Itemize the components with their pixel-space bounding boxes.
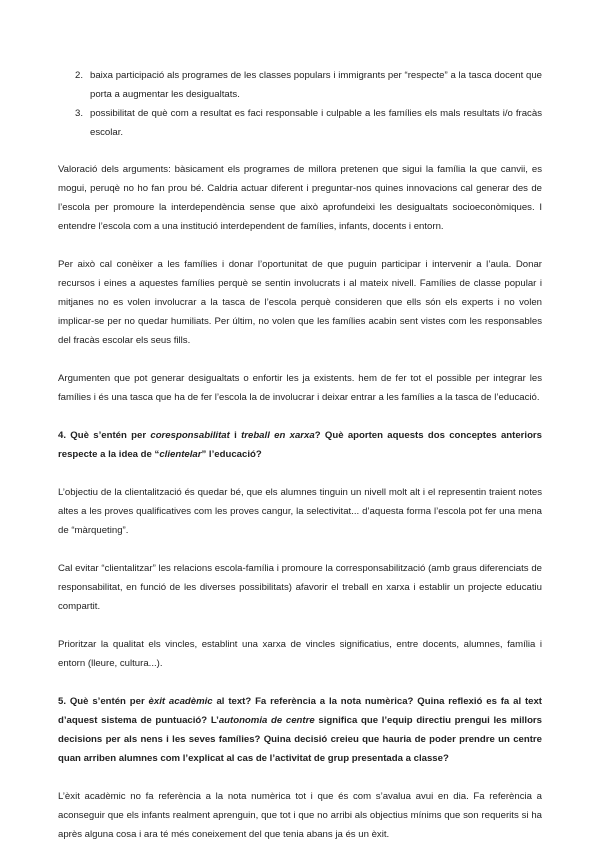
list-text: baixa participació als programes de les classes populars i immigrants per “respecte” a la tasca docent que porta a augmentar les desigualtats. <box>90 70 542 100</box>
paragraph-vincles: Prioritzar la qualitat els vincles, establint una xarxa de vincles significatius, entre docents, alumnes, família i entorn (lleure, cultura...). <box>58 639 542 669</box>
document-page <box>58 66 542 863</box>
paragraph-corresponsabilitzacio: Cal evitar “clientalitzar” les relacions escola-família i promoure la corresponsabilització (amb graus diferenciats de responsabilitat, en funció de les diverses possibilitats) afavorir el treball en xarxa i establir un projecte educatiu compartit. <box>58 563 542 612</box>
list-item <box>58 66 542 104</box>
paragraph-desigualtats: Argumenten que pot generar desigualtats o enfortir les ja existents. hem de fer tot el possible per integrar les famílies i és una tasca que ha de fer l’escola la de involucrar i deixar entrar a les famílies a la tasca de l’educació. <box>58 373 542 403</box>
paragraph-valoracio: Valoració dels arguments: bàsicament els programes de millora pretenen que sigui la família la que canvii, es mogui, peruqè no ho fan prou bé. Caldria actuar diferent i preguntar-nos quines innovacions cal generar des de l’escola per promoure la interdependència sense que això aprofundeixi les desigualtats socioeconòmiques. I entendre l’escola com a una institució interdependent de famílies, infants, docents i entorn. <box>58 164 542 232</box>
list-number: 2. <box>75 70 84 81</box>
list-number: 3. <box>75 108 84 119</box>
numbered-list <box>58 66 542 142</box>
list-item <box>58 104 542 142</box>
question-4: 4. Què s’entén per coresponsabilitat i treball en xarxa? Què aporten aquests dos conceptes anteriors respecte a la idea de “clientelar” l’educació? <box>58 430 543 460</box>
paragraph-exit-academic: L’èxit acadèmic no fa referència a la nota numèrica tot i que és com s’avalua avui en dia. Fa referència a aconseguir que els infants realment aprenguin, que tot i que no arribi als objectius mínims que son requerits si ha après alguna cosa i ara té més coneixement del que tenia abans ja és un èxit. <box>58 791 542 840</box>
list-text: possibilitat de què com a resultat es faci responsable i culpable a les famílies els mals resultats i/o fracàs escolar. <box>90 108 542 138</box>
paragraph-families: Per això cal conèixer a les famílies i donar l’oportunitat de que puguin participar i intervenir a l’aula. Donar recursos i eines a aquestes famílies perquè se sentin involucrats i al mateix nivell. Famílies de classe popular i mitjanes no es volen involucrar a la tasca de l’escola perquè consideren que ells són els experts i no volen implicar-se per no quedar humiliats. Per últim, no volen que les famílies acabin sent vistes com les responsables del fracàs escolar els seus fills. <box>58 259 542 346</box>
paragraph-clientalitzacio: L’objectiu de la clientalització és quedar bé, que els alumnes tinguin un nivell molt alt i el representin traient notes altes a les proves qualificatives com les proves cangur, la selectivitat... d’aquesta forma l’escola pot fer una mena de “màrqueting”. <box>58 487 542 536</box>
question-5: 5. Què s’entén per èxit acadèmic al text? Fa referència a la nota numèrica? Quina reflexió es fa al text d’aquest sistema de puntuació? L’autonomia de centre significa que l’equip directiu prengui les millors decisions per als nens i les seves famílies? Quina decisió creieu que hauria de poder prendre un centre quan arriben alumnes com l’explicat al cas de l’activitat de grup presentada a classe? <box>58 696 543 764</box>
